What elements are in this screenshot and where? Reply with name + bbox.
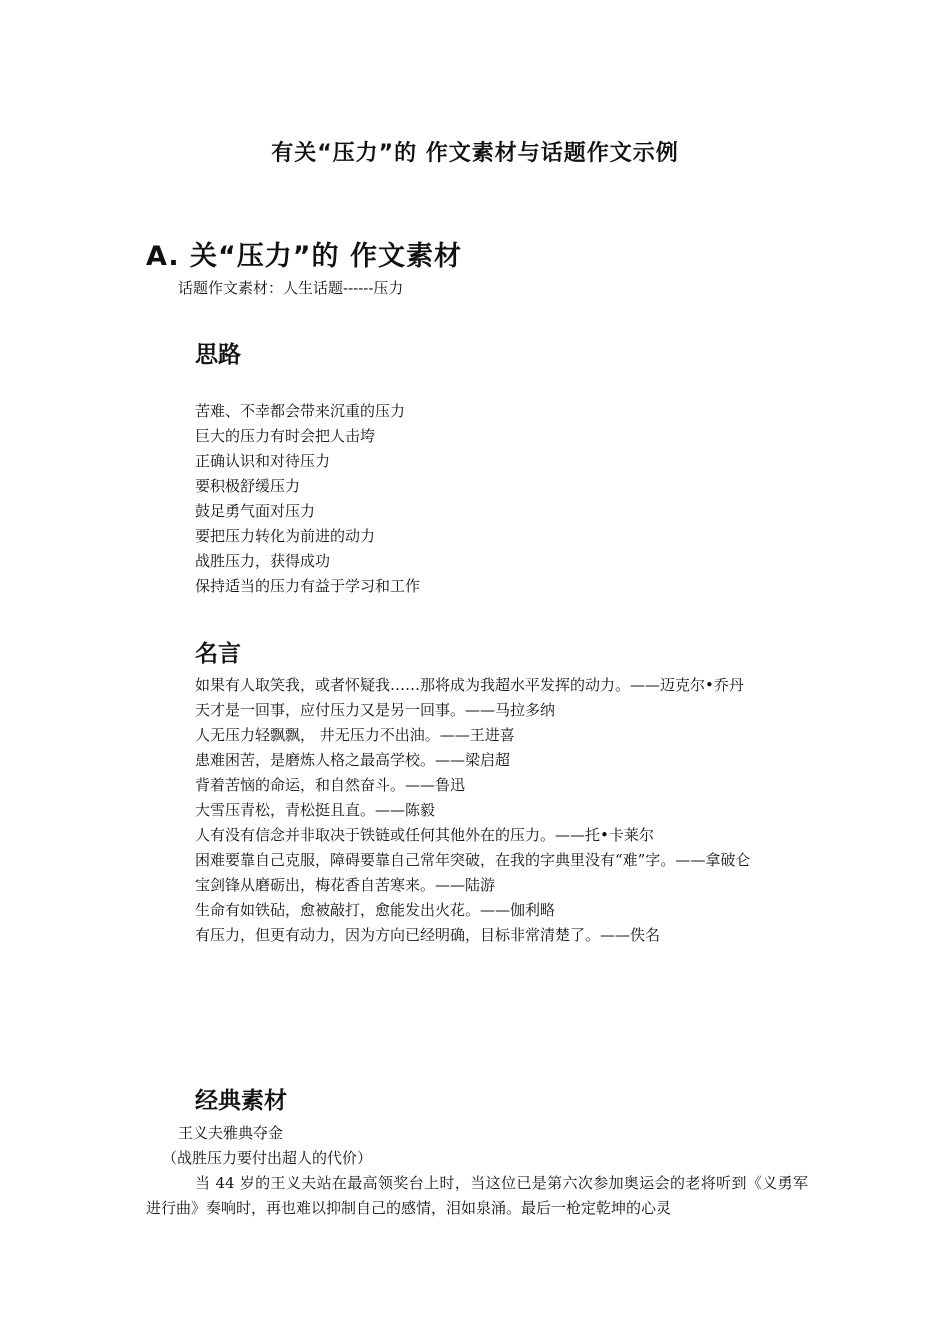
quote-item: 患难困苦，是磨炼人格之最高学校。——梁启超	[195, 751, 511, 769]
quote-item: 如果有人取笑我，或者怀疑我……那将成为我超水平发挥的动力。——迈克尔•乔丹	[195, 676, 744, 694]
quote-item: 大雪压青松，青松挺且直。——陈毅	[195, 801, 436, 819]
quote-item: 背着苦恼的命运，和自然奋斗。——鲁迅	[195, 776, 466, 794]
list-item: 战胜压力，获得成功	[195, 552, 331, 570]
list-item: 要把压力转化为前进的动力	[195, 527, 376, 545]
story-subtitle: （战胜压力要付出超人的代价）	[162, 1149, 373, 1167]
story-title: 王义夫雅典夺金	[178, 1124, 284, 1142]
quote-item: 生命有如铁砧，愈被敲打，愈能发出火花。——伽利略	[195, 901, 556, 919]
quote-item: 困难要靠自己克服，障碍要靠自己常年突破，在我的字典里没有“难”字。——拿破仑	[195, 851, 751, 869]
section-a-heading: A. 关“压力”的 作文素材	[146, 241, 462, 272]
quote-item: 宝剑锋从磨砺出，梅花香自苦寒来。——陆游	[195, 876, 496, 894]
list-item: 苦难、不幸都会带来沉重的压力	[195, 402, 406, 420]
quote-item: 人有没有信念并非取决于铁链或任何其他外在的压力。——托•卡莱尔	[195, 826, 654, 844]
page-title: 有关“压力”的 作文素材与话题作文示例	[271, 141, 679, 166]
list-item: 保持适当的压力有益于学习和工作	[195, 577, 421, 595]
story-paragraph: 当 44 岁的王义夫站在最高领奖台上时，当这位已是第六次参加奥运会的老将听到《义勇军进行曲》奏响时，再也难以抑制自己的感情，泪如泉涌。最后一枪定乾坤的心灵	[146, 1174, 808, 1217]
silu-heading: 思路	[195, 342, 241, 368]
list-item: 鼓足勇气面对压力	[195, 502, 316, 520]
mingyan-heading: 名言	[195, 641, 241, 667]
quote-item: 有压力，但更有动力，因为方向已经明确，目标非常清楚了。——佚名	[195, 926, 661, 944]
list-item: 正确认识和对待压力	[195, 452, 331, 470]
quote-list	[146, 673, 816, 948]
jingdian-heading: 经典素材	[195, 1088, 287, 1114]
silu-list	[195, 399, 420, 599]
section-a-subtitle: 话题作文素材：人生话题------压力	[178, 279, 404, 297]
quote-item: 天才是一回事，应付压力又是另一回事。——马拉多纳	[195, 701, 556, 719]
list-item: 巨大的压力有时会把人击垮	[195, 427, 376, 445]
quote-item: 人无压力轻飘飘， 井无压力不出油。——王进喜	[195, 726, 515, 744]
list-item: 要积极舒缓压力	[195, 477, 301, 495]
